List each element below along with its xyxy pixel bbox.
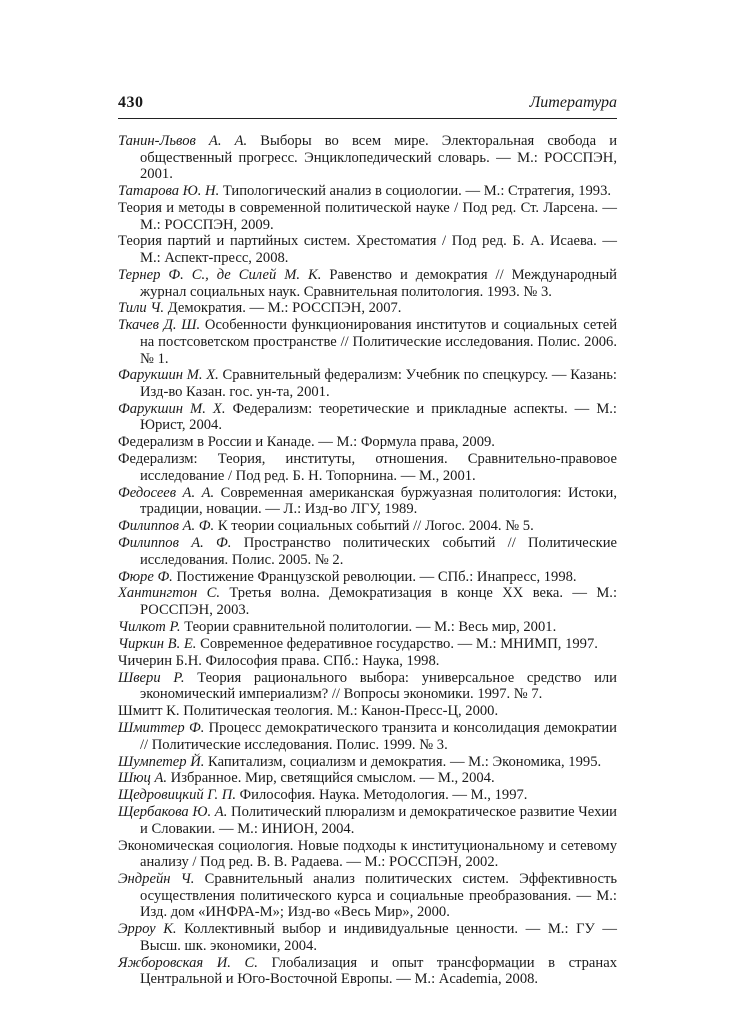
bibliography-entry	[118, 619, 617, 636]
bibliography-entry	[118, 200, 617, 233]
bibliography-entry	[118, 401, 617, 434]
entry-author: Тили Ч.	[118, 300, 165, 317]
bibliography-entry	[118, 317, 617, 367]
bibliography-entry	[118, 585, 617, 618]
bibliography-entry	[118, 754, 617, 771]
entry-text: Сравнительный анализ политических систем. Эффективность осуществления политического курса и социальные преобразования. — М.: Изд. дом «ИНФРА-М»; Изд-во «Весь Мир», 2000.	[140, 871, 617, 921]
entry-author: Филиппов А. Ф.	[118, 518, 215, 535]
bibliography-entry	[118, 367, 617, 400]
entry-author: Фарукшин М. Х.	[118, 400, 226, 417]
entry-author: Шумпетер Й.	[118, 753, 205, 770]
bibliography-list	[118, 133, 617, 988]
entry-text: Типологический анализ в социологии. — М.: Стратегия, 1993.	[219, 183, 612, 200]
entry-text: Экономическая социология. Новые подходы к институциональному и сетевому анализу / Под ред. В. В. Радаева. — М.: РОССПЭН, 2002.	[118, 837, 617, 871]
entry-text: Коллективный выбор и индивидуальные ценности. — М.: ГУ — Высш. шк. экономики, 2004.	[140, 921, 617, 954]
entry-author: Эрроу К.	[118, 921, 177, 938]
entry-text: Процесс демократического транзита и консолидация демократии // Политические исследования. Полис. 1999. № 3.	[140, 720, 617, 753]
entry-author: Фюре Ф.	[118, 568, 173, 585]
bibliography-entry	[118, 267, 617, 300]
entry-text: Теории сравнительной политологии. — М.: Весь мир, 2001.	[180, 618, 557, 635]
entry-text: Равенство и демократия // Международный журнал социальных наук. Сравнительная политология. 1993. № 3.	[140, 266, 617, 300]
entry-text: Капитализм, социализм и демократия. — М.: Экономика, 1995.	[204, 753, 602, 770]
bibliography-entry	[118, 804, 617, 837]
entry-text: К теории социальных событий // Логос. 2004. № 5.	[214, 518, 534, 535]
bibliography-entry	[118, 535, 617, 568]
entry-author: Щедровицкий Г. П.	[118, 787, 236, 804]
entry-text: Постижение Французской революции. — СПб.: Инапресс, 1998.	[172, 568, 577, 585]
entry-author: Филиппов А. Ф.	[118, 535, 232, 552]
bibliography-entry	[118, 569, 617, 586]
entry-author: Фарукшин М. Х.	[118, 367, 219, 384]
entry-author: Чилкот Р.	[118, 618, 181, 635]
bibliography-entry	[118, 183, 617, 200]
bibliography-entry	[118, 720, 617, 753]
bibliography-entry	[118, 451, 617, 484]
bibliography-entry	[118, 636, 617, 653]
entry-text: Сравнительный федерализм: Учебник по спецкурсу. — Казань: Изд-во Казан. гос. ун-та, 2001.	[140, 367, 617, 400]
entry-author: Шмиттер Ф.	[118, 720, 205, 737]
bibliography-entry	[118, 921, 617, 954]
bibliography-entry	[118, 485, 617, 518]
entry-author: Танин-Львов А. А.	[118, 133, 248, 149]
entry-author: Тернер Ф. С., де Силей М. К.	[118, 266, 322, 283]
bibliography-entry	[118, 955, 617, 988]
entry-author: Щербакова Ю. А.	[118, 804, 228, 821]
entry-text: Федерализм: Теория, институты, отношения. Сравнительно-правовое исследование / Под ред. Б. Н. Топорнина. — М., 2001.	[118, 451, 617, 484]
bibliography-entry	[118, 770, 617, 787]
entry-author: Татарова Ю. Н.	[118, 183, 220, 200]
entry-text: Глобализация и опыт трансформации в странах Центральной и Юго-Восточной Европы. — М.: Academia, 2008.	[140, 954, 617, 988]
entry-text: Теория партий и партийных систем. Хрестоматия / Под ред. Б. А. Исаева. — М.: Аспект-пресс, 2008.	[118, 233, 617, 267]
bibliography-entry	[118, 787, 617, 804]
page-header	[118, 92, 617, 119]
bibliography-entry	[118, 518, 617, 535]
running-title: Литература	[529, 94, 617, 111]
entry-text: Демократия. — М.: РОССПЭН, 2007.	[164, 300, 402, 317]
bibliography-entry	[118, 133, 617, 183]
entry-author: Хантингтон С.	[118, 585, 221, 602]
entry-author: Чиркин В. Е.	[118, 635, 197, 652]
entry-author: Федосеев А. А.	[118, 484, 215, 501]
bibliography-entry	[118, 703, 617, 720]
bibliography-entry	[118, 838, 617, 871]
page-number: 430	[118, 94, 144, 111]
entry-text: Теория рационального выбора: универсальное средство или экономический империализм? // Вопросы экономики. 1997. № 7.	[140, 669, 617, 703]
entry-author: Швери Р.	[118, 669, 185, 686]
entry-text: Теория и методы в современной политической науке / Под ред. Ст. Ларсена. — М.: РОССПЭН, 2009.	[118, 199, 617, 233]
entry-author: Яжборовская И. С.	[118, 954, 258, 971]
entry-text: Философия. Наука. Методология. — М., 1997.	[236, 787, 528, 804]
entry-author: Эндрейн Ч.	[118, 871, 195, 888]
bibliography-entry	[118, 300, 617, 317]
entry-text: Современная американская буржуазная политология: Истоки, традиции, новации. — Л.: Изд-во ЛГУ, 1989.	[140, 484, 617, 518]
bibliography-entry	[118, 233, 617, 266]
entry-text: Выборы во всем мире. Электоральная свобода и общественный прогресс. Энциклопедический словарь. — М.: РОССПЭН, 2001.	[140, 133, 618, 183]
entry-text: Чичерин Б.Н. Философия права. СПб.: Наука, 1998.	[118, 652, 440, 669]
entry-text: Пространство политических событий // Политические исследования. Полис. 2005. № 2.	[140, 535, 618, 568]
entry-text: Третья волна. Демократизация в конце XX века. — М.: РОССПЭН, 2003.	[140, 585, 617, 619]
entry-text: Избранное. Мир, светящийся смыслом. — М., 2004.	[167, 770, 495, 787]
entry-author: Шюц А.	[118, 770, 168, 787]
bibliography-entry	[118, 653, 617, 670]
entry-text: Шмитт К. Политическая теология. М.: Канон-Пресс-Ц, 2000.	[118, 703, 499, 720]
entry-author: Ткачев Д. Ш.	[118, 317, 201, 334]
entry-text: Федерализм: теоретические и прикладные аспекты. — М.: Юрист, 2004.	[140, 400, 617, 434]
bibliography-entry	[118, 871, 617, 921]
entry-text: Федерализм в России и Канаде. — М.: Формула права, 2009.	[118, 434, 495, 451]
entry-text: Особенности функционирования институтов и социальных сетей на постсоветском пространстве // Политические исследования. Полис. 2006. № 1.	[140, 317, 618, 367]
entry-text: Политический плюрализм и демократическое развитие Чехии и Словакии. — М.: ИНИОН, 2004.	[140, 804, 617, 837]
entry-text: Современное федеративное государство. — М.: МНИМП, 1997.	[196, 635, 598, 652]
bibliography-entry	[118, 434, 617, 451]
bibliography-entry	[118, 670, 617, 703]
